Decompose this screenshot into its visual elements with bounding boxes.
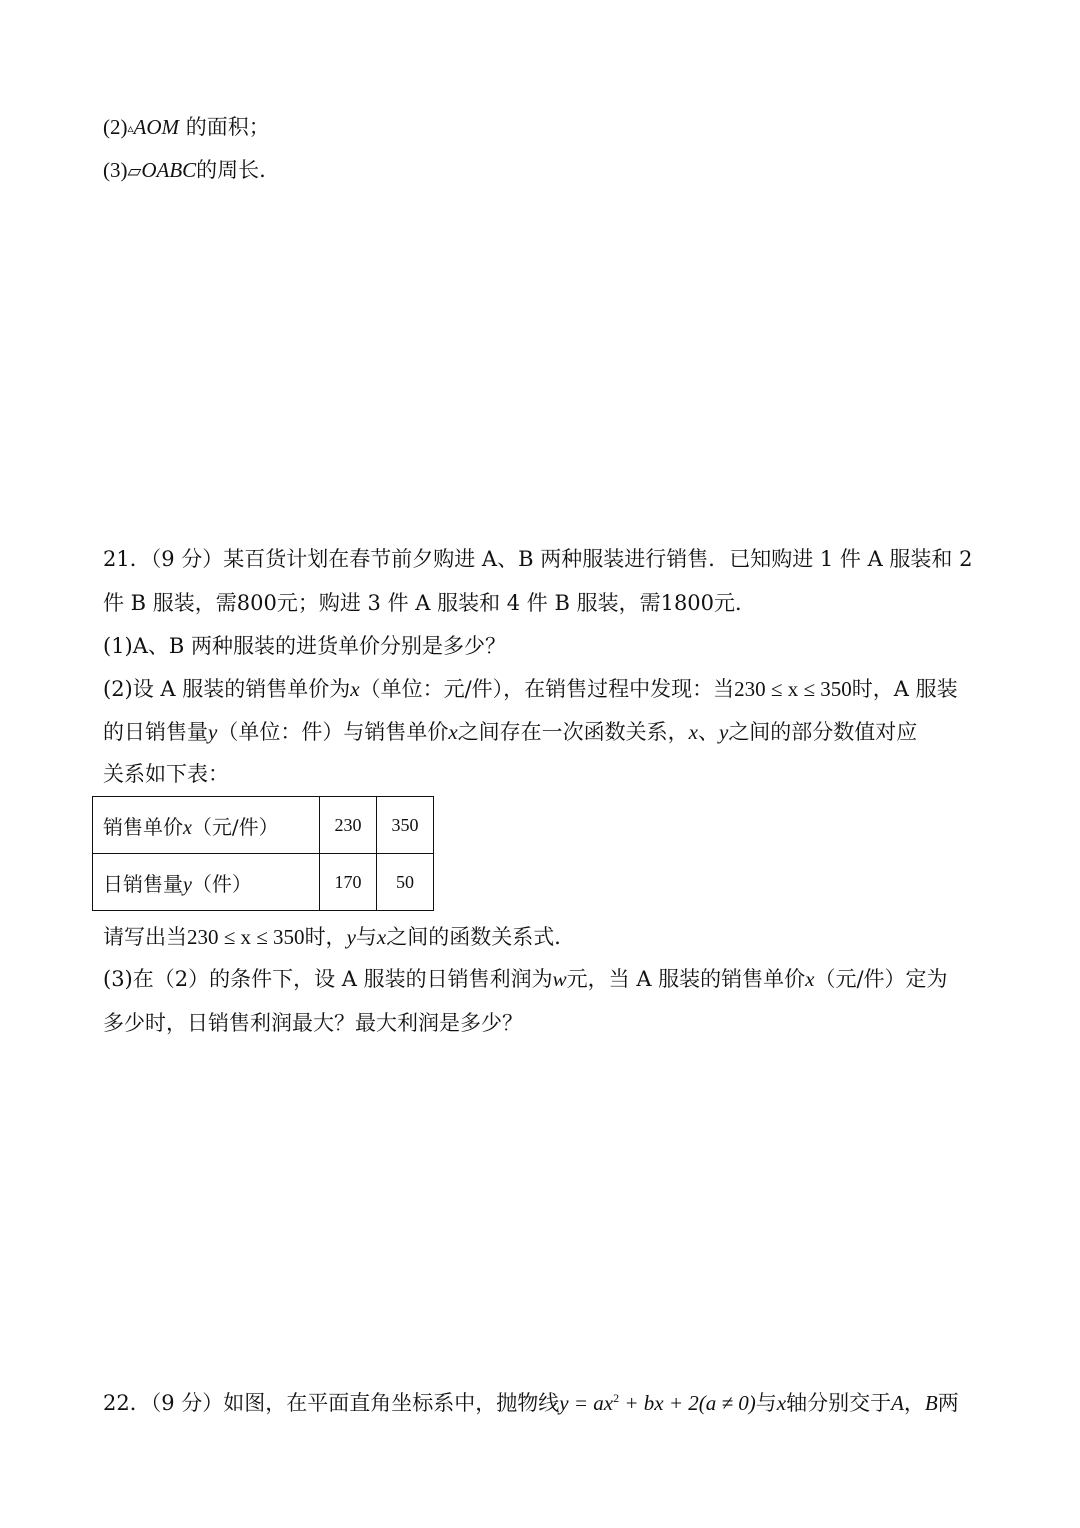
q21-part2-line2 xyxy=(103,717,917,747)
q21-part1: (1)A、B 两种服装的进货单价分别是多少？ xyxy=(103,634,507,658)
table-row xyxy=(93,797,434,854)
parabola-equation-a: y = ax xyxy=(559,1391,614,1415)
after-table-c: 与 xyxy=(355,925,377,949)
table-cell: 230 xyxy=(320,797,377,854)
after-table-a: 请写出当 xyxy=(103,925,187,949)
row2-unit: （件） xyxy=(191,871,252,896)
q21-part2-l2-b: （单位：件）与销售单价 xyxy=(217,720,449,744)
after-table-d: 之间的函数关系式． xyxy=(386,925,576,949)
part3-text-a: (3)在（2）的条件下，设 A 服装的日销售利润为 xyxy=(103,967,553,991)
q22-text-d: ， xyxy=(903,1391,925,1415)
var-y: y xyxy=(718,720,729,744)
parabola-condition: (a ≠ 0) xyxy=(698,1391,756,1415)
var-x: x xyxy=(448,720,458,744)
row1-label: 销售单价 xyxy=(103,814,183,839)
q21-line2: 件 B 服装，需800元；购进 3 件 A 服装和 4 件 B 服装，需1800元． xyxy=(103,591,757,615)
condition-range: 230 ≤ x ≤ 350 xyxy=(734,677,852,701)
point-b: B xyxy=(924,1391,938,1415)
prev-part3-math: OABC xyxy=(141,158,197,182)
var-y: y xyxy=(346,925,356,949)
var-x: x xyxy=(776,1391,787,1415)
table-label-cell xyxy=(93,854,320,911)
after-table-b: 时， xyxy=(304,925,347,949)
prev-part2 xyxy=(103,112,270,143)
table-row xyxy=(93,854,434,911)
var-x: x xyxy=(183,816,192,839)
q21-part2-text-a: (2)设 A 服装的销售单价为 xyxy=(103,677,351,701)
var-x: x xyxy=(350,677,360,701)
q21-part3-line1 xyxy=(103,964,948,994)
table-label-cell xyxy=(93,797,320,854)
q21-line1: 21．（9 分）某百货计划在春节前夕购进 A、B 两种服装进行销售．已知购进 1 件 A 服装和 2 xyxy=(103,547,973,571)
q21-part2-l2-a: 的日销售量 xyxy=(103,720,208,744)
part3-text-b: 元，当 A 服装的销售单价 xyxy=(566,967,806,991)
q21-part3-line2: 多少时，日销售利润最大？最大利润是多少？ xyxy=(103,1011,523,1035)
table-cell: 50 xyxy=(377,854,434,911)
exponent: 2 xyxy=(613,1391,620,1405)
row1-unit: （元/件） xyxy=(191,814,279,839)
q21-part2-l2-e: 之间的部分数值对应 xyxy=(728,720,918,744)
q22-text-a: 22．（9 分）如图，在平面直角坐标系中，抛物线 xyxy=(103,1391,560,1415)
var-y: y xyxy=(208,720,218,744)
var-w: w xyxy=(552,967,567,991)
q21-part2-text-c: 时，A 服装 xyxy=(851,677,958,701)
table-cell: 170 xyxy=(320,854,377,911)
prev-part2-text: 的面积； xyxy=(185,115,270,139)
q21-after-table xyxy=(103,922,575,952)
prev-part2-prefix: (2) xyxy=(103,115,128,139)
q21-part2-l2-d: 、 xyxy=(697,720,719,744)
parabola-equation-b: + bx + 2 xyxy=(619,1391,699,1415)
var-x: x xyxy=(376,925,387,949)
condition-range: 230 ≤ x ≤ 350 xyxy=(187,925,305,949)
var-y: y xyxy=(183,873,192,896)
var-x: x xyxy=(805,967,815,991)
prev-part3-prefix: (3) xyxy=(103,158,128,182)
point-a: A xyxy=(891,1391,904,1415)
q21-part2-line3: 关系如下表： xyxy=(103,762,229,786)
part3-text-c: （元/件）定为 xyxy=(814,967,948,991)
q22-text-b: 与 xyxy=(755,1391,777,1415)
prev-part3 xyxy=(103,155,266,187)
var-x: x xyxy=(688,720,698,744)
q22-text-e: 两 xyxy=(937,1391,959,1415)
prev-part3-text: 的周长. xyxy=(196,158,266,182)
sales-table xyxy=(92,796,434,911)
q21-part2-text-b: （单位：元/件），在销售过程中发现：当 xyxy=(359,677,735,701)
parallelogram-icon: ▱ xyxy=(127,161,142,182)
q21-part2-line1 xyxy=(103,674,958,704)
q22-text-c: 轴分别交于 xyxy=(786,1391,892,1415)
q22-line1 xyxy=(103,1388,959,1418)
prev-part2-math: AOM xyxy=(133,115,180,139)
q21-part2-l2-c: 之间存在一次函数关系， xyxy=(457,720,689,744)
triangle-icon: ▵ xyxy=(127,121,134,135)
row2-label: 日销售量 xyxy=(103,871,183,896)
table-cell: 350 xyxy=(377,797,434,854)
